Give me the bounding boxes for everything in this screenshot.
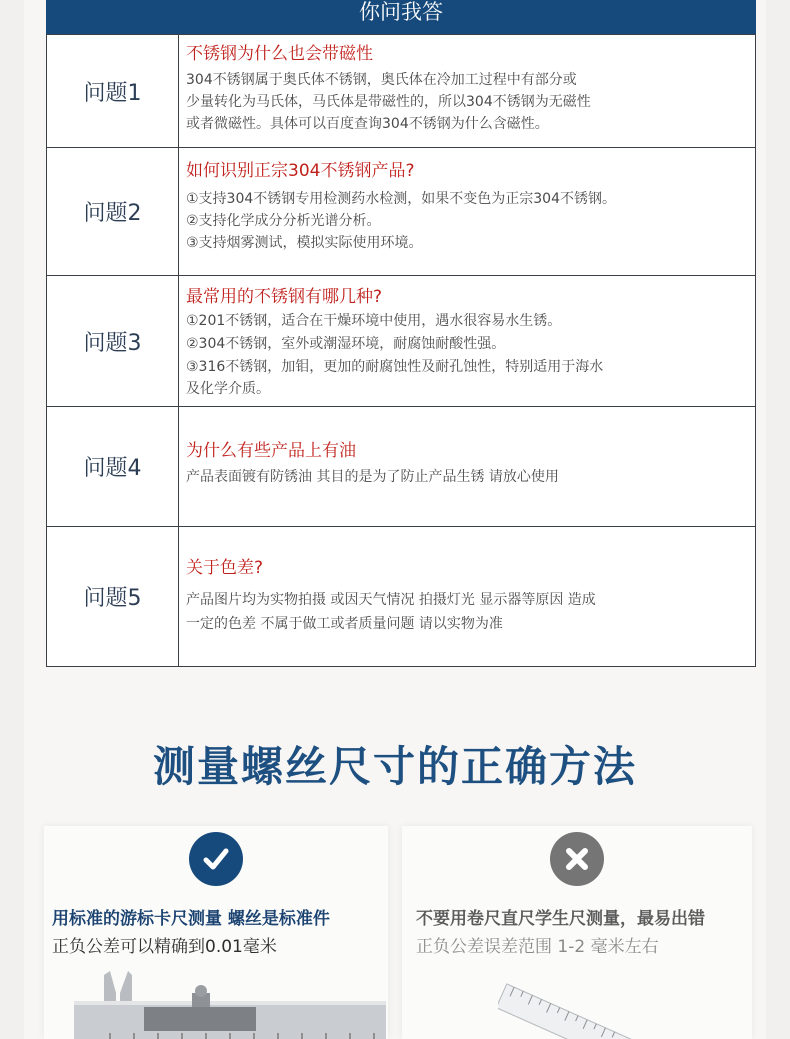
answer-line: 产品表面镀有防锈油 其目的是为了防止产品生锈 请放心使用 (186, 469, 559, 485)
answer-line: 或者微磁性。具体可以百度查询304不锈钢为什么含磁性。 (186, 116, 549, 132)
correct-method-heading: 用标准的游标卡尺测量 螺丝是标准件 (52, 909, 330, 929)
question-body (179, 148, 755, 275)
correct-method-subtext: 正负公差可以精确到0.01毫米 (52, 937, 277, 957)
answer-line: 一定的色差 不属于做工或者质量问题 请以实物为准 (186, 616, 503, 632)
answer-line: ①支持304不锈钢专用检测药水检测，如果不变色为正宗304不锈钢。 (186, 191, 616, 207)
answer-line: 少量转化为马氏体，马氏体是带磁性的，所以304不锈钢为无磁性 (186, 94, 591, 110)
question-label: 问题3 (47, 276, 179, 406)
wrong-method-card (402, 826, 752, 1039)
question-label: 问题2 (47, 148, 179, 275)
question-label: 问题1 (47, 35, 179, 147)
answer-line: ①201不锈钢，适合在干燥环境中使用，遇水很容易水生锈。 (186, 313, 562, 329)
answer-line: ③支持烟雾测试，模拟实际使用环境。 (186, 235, 423, 251)
faq-row (46, 276, 756, 407)
faq-row (46, 148, 756, 276)
answer-line: 及化学介质。 (186, 381, 270, 397)
ruler-image (498, 981, 658, 1039)
answer-line: ②支持化学成分分析光谱分析。 (186, 213, 381, 229)
question-body (179, 35, 755, 147)
question-title: 如何识别正宗304不锈钢产品? (186, 161, 415, 181)
question-title: 为什么有些产品上有油 (186, 441, 356, 461)
question-title: 最常用的不锈钢有哪几种? (186, 287, 383, 307)
question-title: 不锈钢为什么也会带磁性 (186, 44, 373, 64)
question-label: 问题5 (47, 527, 179, 666)
question-body (179, 407, 755, 526)
faq-row (46, 34, 756, 148)
wrong-method-heading: 不要用卷尺直尺学生尺测量，最易出错 (416, 909, 705, 929)
wrong-method-subtext: 正负公差误差范围 1-2 毫米左右 (416, 937, 659, 957)
faq-header: 你问我答 (46, 0, 756, 34)
question-label: 问题4 (47, 407, 179, 526)
faq-table (46, 34, 756, 667)
question-body (179, 276, 755, 406)
cross-icon (550, 832, 604, 886)
faq-row (46, 527, 756, 667)
caliper-image (74, 971, 386, 1039)
faq-row (46, 407, 756, 527)
check-icon (189, 832, 243, 886)
answer-line: ②304不锈钢，室外或潮湿环境，耐腐蚀耐酸性强。 (186, 336, 506, 352)
question-title: 关于色差? (186, 558, 264, 578)
answer-line: 304不锈钢属于奥氏体不锈钢，奥氏体在冷加工过程中有部分或 (186, 72, 577, 88)
section-title: 测量螺丝尺寸的正确方法 (152, 742, 637, 791)
correct-method-card (44, 826, 388, 1039)
answer-line: 产品图片均为实物拍摄 或因天气情况 拍摄灯光 显示器等原因 造成 (186, 592, 596, 608)
question-body (179, 527, 755, 666)
answer-line: ③316不锈钢，加钼，更加的耐腐蚀性及耐孔蚀性，特别适用于海水 (186, 359, 604, 375)
